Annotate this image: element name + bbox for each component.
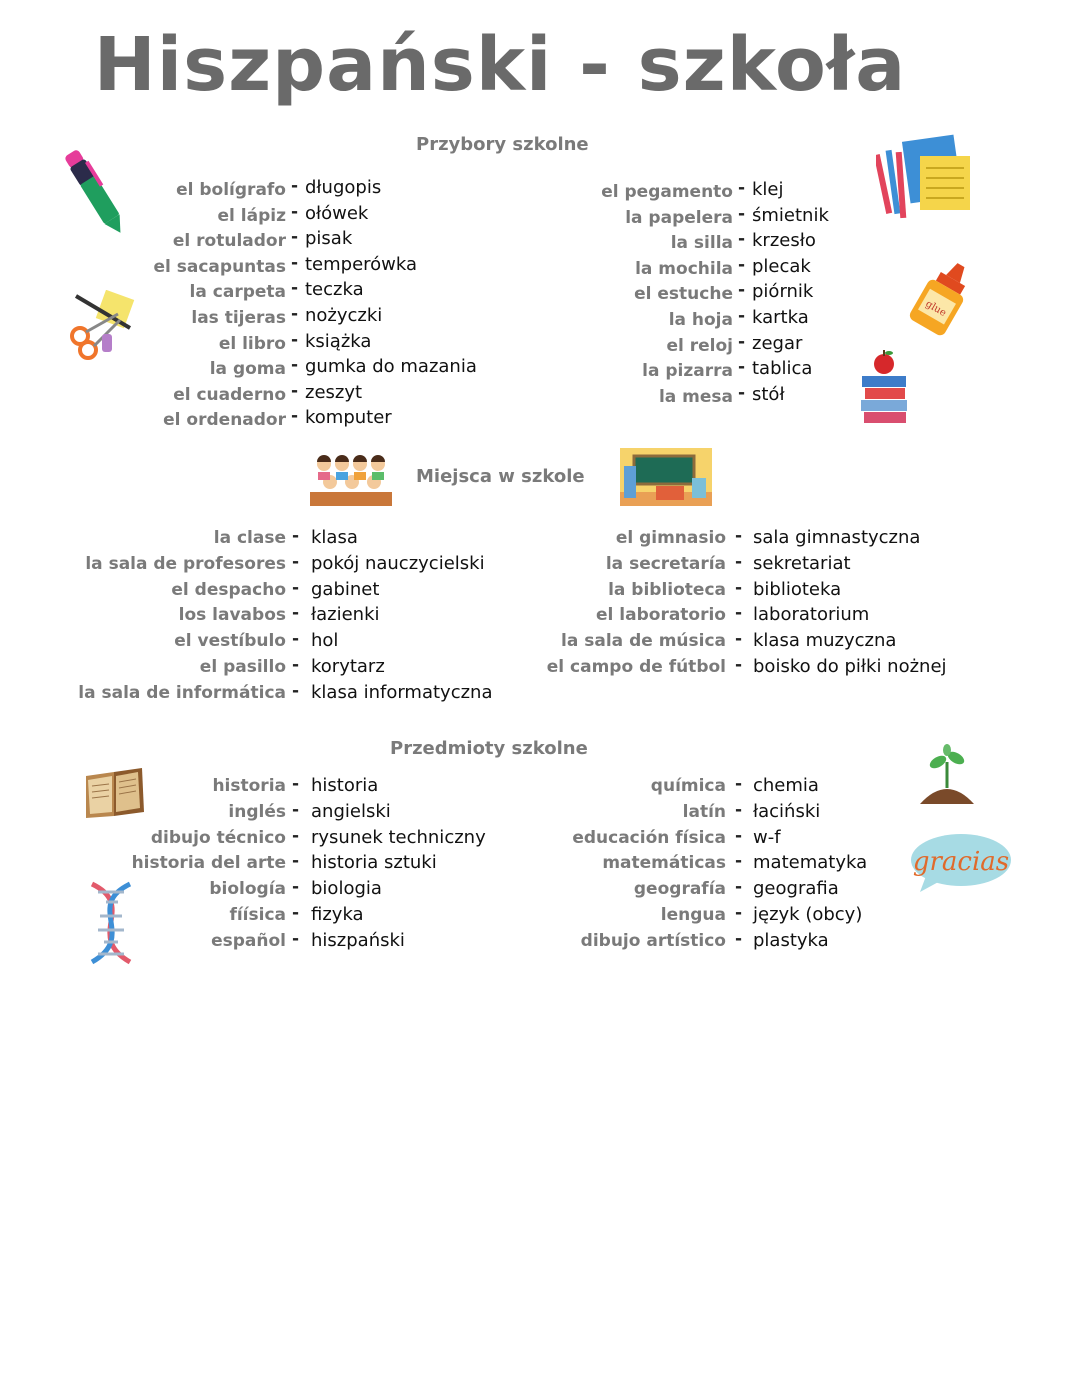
gracias-text: gracias xyxy=(912,847,1010,877)
term-separator: - xyxy=(291,201,299,222)
term-es: dibujo técnico xyxy=(150,827,286,848)
classroom-icon xyxy=(620,448,712,506)
term-separator: - xyxy=(292,655,300,675)
term-es: el gimnasio xyxy=(615,528,726,548)
term-es: el pasillo xyxy=(199,657,286,677)
term-pl: sala gimnastyczna xyxy=(753,527,921,548)
term-es: la mochila xyxy=(635,258,733,279)
term-separator: - xyxy=(735,577,743,598)
term-pl: łaciński xyxy=(753,800,821,822)
term-pl: kartka xyxy=(752,307,809,328)
term-separator: - xyxy=(735,655,743,675)
term-es: historia del arte xyxy=(131,853,286,874)
term-pl: klej xyxy=(752,179,784,200)
term-es: español xyxy=(211,930,286,951)
term-separator: - xyxy=(292,903,300,923)
term-es: inglés xyxy=(228,801,286,822)
term-es: la hoja xyxy=(668,310,733,330)
term-pl: sekretariat xyxy=(753,552,851,574)
term-es: fíísica xyxy=(229,905,286,925)
term-es: el cuaderno xyxy=(173,384,286,405)
dna-icon xyxy=(78,880,144,966)
term-es: el reloj xyxy=(666,335,733,356)
term-es: la sala de profesores xyxy=(85,553,286,574)
term-pl: fizyka xyxy=(311,904,364,925)
term-separator: - xyxy=(292,629,300,650)
term-es: biología xyxy=(209,879,286,900)
term-separator: - xyxy=(292,680,300,701)
plant-sprout-icon xyxy=(916,744,978,806)
gracias-bubble-icon xyxy=(906,832,1012,894)
term-es: el lápiz xyxy=(217,205,286,226)
term-separator: - xyxy=(292,774,300,794)
term-es: el laboratorio xyxy=(596,605,726,626)
term-separator: - xyxy=(735,774,743,794)
term-pl: laboratorium xyxy=(753,604,870,626)
term-es: las tijeras xyxy=(191,308,286,328)
term-separator: - xyxy=(292,877,300,898)
term-separator: - xyxy=(738,382,746,403)
term-pl: hiszpański xyxy=(311,929,405,951)
old-book-icon xyxy=(82,766,148,820)
section-title-przybory: Przybory szkolne xyxy=(416,134,589,155)
term-pl: boisko do piłki nożnej xyxy=(753,656,947,677)
term-separator: - xyxy=(292,577,300,598)
term-pl: historia sztuki xyxy=(311,852,437,874)
term-es: la mesa xyxy=(658,386,733,407)
term-pl: łazienki xyxy=(311,604,380,626)
term-es: la sala de informática xyxy=(78,682,286,703)
term-separator: - xyxy=(292,851,300,872)
term-separator: - xyxy=(735,877,743,898)
term-pl: komputer xyxy=(305,407,392,429)
term-pl: chemia xyxy=(753,775,819,796)
term-pl: matematyka xyxy=(753,852,868,874)
term-pl: krzesło xyxy=(752,230,816,252)
term-es: el despacho xyxy=(171,579,286,600)
term-separator: - xyxy=(738,331,746,352)
term-separator: - xyxy=(292,825,300,846)
section-title-przedmioty: Przedmioty szkolne xyxy=(390,738,588,759)
term-es: el ordenador xyxy=(163,410,286,431)
glue-icon xyxy=(906,258,978,336)
term-pl: tablica xyxy=(752,358,813,380)
term-separator: - xyxy=(738,280,746,301)
term-separator: - xyxy=(292,799,300,820)
term-es: los lavabos xyxy=(178,605,286,626)
term-es: lengua xyxy=(660,905,726,925)
term-pl: hol xyxy=(311,630,339,652)
term-es: el pegamento xyxy=(601,182,733,202)
term-separator: - xyxy=(291,406,299,427)
term-separator: - xyxy=(735,551,743,572)
term-pl: gabinet xyxy=(311,578,380,600)
term-pl: piórnik xyxy=(752,281,814,303)
term-pl: zeszyt xyxy=(305,381,363,403)
term-es: la secretaría xyxy=(605,553,726,574)
term-pl: zegar xyxy=(752,332,803,354)
term-separator: - xyxy=(738,254,746,275)
section-title-miejsca: Miejsca w szkole xyxy=(416,466,585,487)
term-pl: pisak xyxy=(305,228,353,250)
pen-icon xyxy=(60,142,130,242)
term-pl: geografia xyxy=(753,878,839,900)
term-pl: biologia xyxy=(311,878,382,900)
term-pl: plecak xyxy=(752,255,811,277)
term-es: el libro xyxy=(218,333,286,354)
term-pl: długopis xyxy=(305,177,382,198)
term-es: la goma xyxy=(209,359,286,380)
term-es: el bolígrafo xyxy=(176,180,286,200)
term-separator: - xyxy=(291,278,299,299)
term-separator: - xyxy=(735,851,743,872)
term-es: la papelera xyxy=(625,207,733,228)
term-pl: klasa xyxy=(311,527,358,548)
term-es: educación física xyxy=(572,827,726,848)
term-es: la clase xyxy=(213,528,286,548)
term-separator: - xyxy=(735,928,743,949)
term-es: el vestíbulo xyxy=(174,631,286,652)
term-separator: - xyxy=(735,629,743,650)
term-es: la carpeta xyxy=(189,282,286,303)
term-pl: korytarz xyxy=(311,656,385,677)
term-es: dibujo artístico xyxy=(580,930,726,951)
term-separator: - xyxy=(291,176,299,196)
term-separator: - xyxy=(738,203,746,224)
term-pl: w-f xyxy=(753,826,781,848)
term-pl: klasa informatyczna xyxy=(311,681,493,703)
students-icon xyxy=(308,452,394,508)
notebooks-icon xyxy=(876,134,976,224)
term-pl: nożyczki xyxy=(305,305,383,326)
term-separator: - xyxy=(291,355,299,376)
term-separator: - xyxy=(735,603,743,624)
term-es: la silla xyxy=(670,233,733,254)
term-separator: - xyxy=(738,229,746,250)
scissors-icon xyxy=(66,290,140,362)
term-es: el sacapuntas xyxy=(153,256,286,277)
page-title: Hiszpański - szkoła xyxy=(93,22,907,108)
term-pl: angielski xyxy=(311,800,391,822)
term-es: la sala de música xyxy=(561,631,726,652)
term-pl: historia xyxy=(311,775,379,796)
term-pl: pokój nauczycielski xyxy=(311,552,485,574)
term-es: química xyxy=(650,776,726,796)
term-separator: - xyxy=(292,526,300,546)
term-separator: - xyxy=(735,799,743,820)
books-apple-icon xyxy=(856,350,912,426)
term-separator: - xyxy=(291,252,299,273)
term-es: el rotulador xyxy=(172,231,286,252)
term-pl: śmietnik xyxy=(752,204,829,226)
term-pl: biblioteka xyxy=(753,578,842,600)
term-separator: - xyxy=(292,551,300,572)
term-separator: - xyxy=(292,603,300,624)
term-es: la biblioteca xyxy=(608,579,726,600)
term-separator: - xyxy=(738,357,746,378)
term-separator: - xyxy=(292,928,300,949)
term-es: el campo de fútbol xyxy=(546,657,726,677)
term-pl: teczka xyxy=(305,279,364,301)
term-es: latín xyxy=(682,801,726,822)
term-separator: - xyxy=(291,329,299,350)
term-pl: rysunek techniczny xyxy=(311,826,486,848)
term-separator: - xyxy=(738,178,746,198)
term-separator: - xyxy=(738,306,746,326)
term-es: geografía xyxy=(633,879,726,900)
term-separator: - xyxy=(735,526,743,546)
term-pl: stół xyxy=(752,383,785,405)
term-es: la pizarra xyxy=(642,361,733,382)
term-es: historia xyxy=(212,776,286,796)
term-separator: - xyxy=(735,903,743,923)
term-separator: - xyxy=(291,304,299,324)
term-es: matemáticas xyxy=(602,853,726,874)
term-pl: język (obcy) xyxy=(753,904,863,925)
term-pl: klasa muzyczna xyxy=(753,630,897,652)
term-separator: - xyxy=(291,380,299,401)
glue-label: glue xyxy=(923,298,949,320)
term-es: el estuche xyxy=(634,284,733,305)
term-pl: temperówka xyxy=(305,253,418,275)
term-separator: - xyxy=(291,227,299,248)
term-separator: - xyxy=(735,825,743,846)
term-pl: gumka do mazania xyxy=(305,356,477,378)
term-pl: ołówek xyxy=(305,202,369,224)
term-pl: plastyka xyxy=(753,929,829,951)
term-pl: książka xyxy=(305,330,372,352)
